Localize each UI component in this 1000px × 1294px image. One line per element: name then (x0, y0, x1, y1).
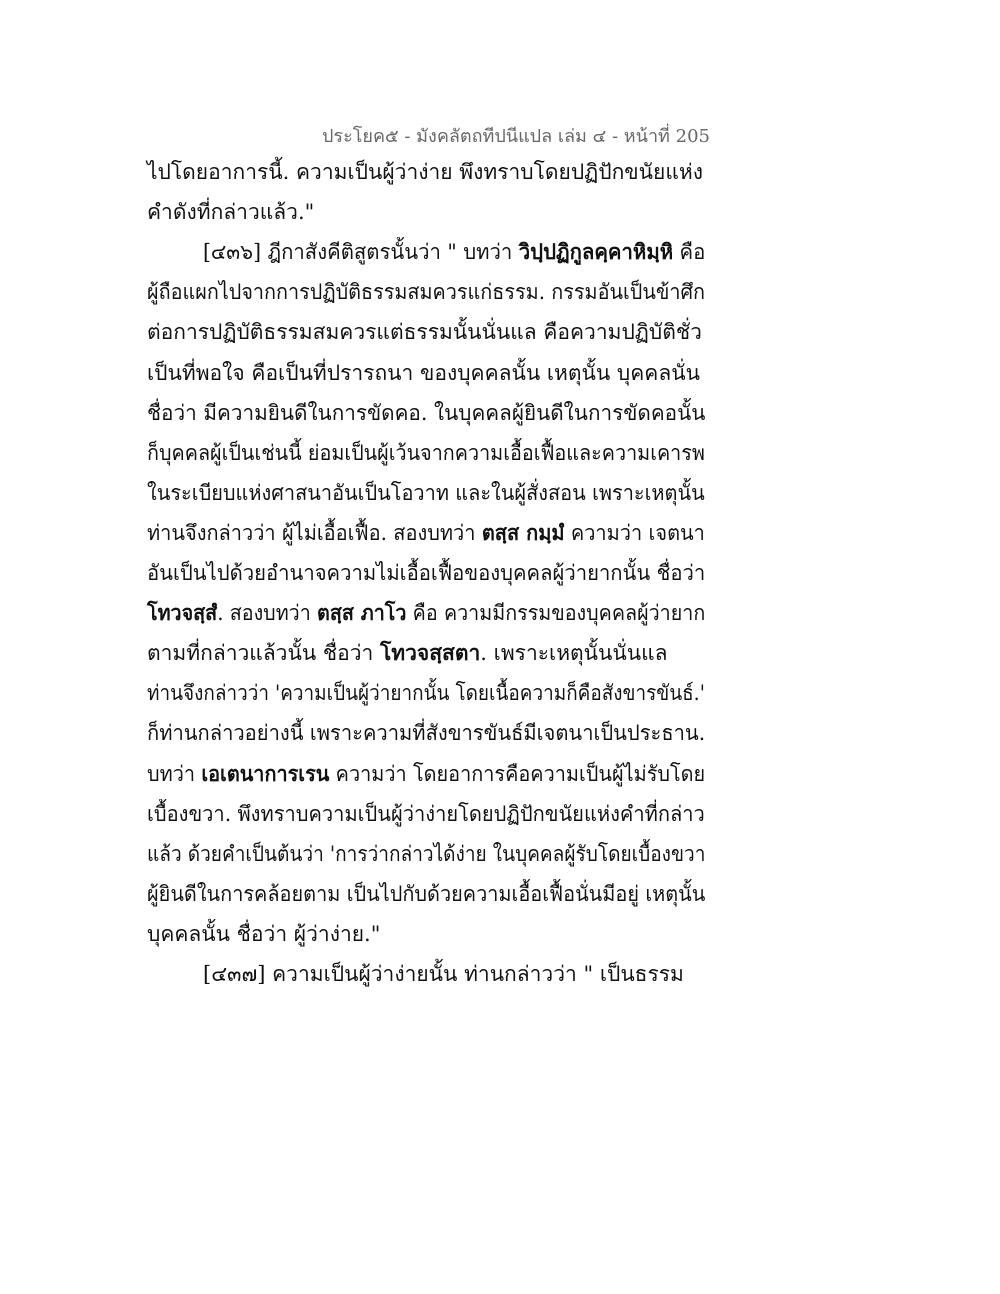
text-line (147, 439, 705, 467)
bold-term: โทวจสฺสํ (147, 600, 218, 625)
text-run: คือ ความมีกรรมของบุคคลผู้ว่ายาก (406, 601, 706, 625)
bold-term: โทวจสฺสตา (380, 640, 481, 665)
text-run: [๔๓๖] ฎีกาสังคีติสูตรนั้นว่า " บทว่า (203, 240, 519, 264)
text-line (147, 198, 314, 226)
text-line (147, 479, 705, 507)
text-run: ตามที่กล่าวแล้วนั้น ชื่อว่า (147, 641, 380, 665)
text-run: ท่านจึงกล่าวว่า ผู้ไม่เอื้อเฟื้อ. สองบทว่า (147, 521, 482, 545)
text-run: บทว่า (147, 762, 202, 786)
text-run: ผู้ยินดีในการคล้อยตาม เป็นไปกับด้วยความเอื้อเฟื้อนั่นมีอยู่ เหตุนั้น (147, 882, 706, 906)
text-run: คำดังที่กล่าวแล้ว." (147, 200, 315, 224)
text-line (147, 559, 705, 587)
text-run: ต่อการปฏิบัติธรรมสมควรแต่ธรรมนั้นนั่นแล คือความปฏิบัติชั่ว (147, 320, 702, 344)
text-line (147, 359, 700, 387)
text-run: [๔๓๗] ความเป็นผู้ว่าง่ายนั้น ท่านกล่าวว่า " เป็นธรรม (203, 962, 684, 986)
text-run: ไปโดยอาการนี้. ความเป็นผู้ว่าง่าย พึงทราบโดยปฏิปักขนัยแห่ง (147, 160, 703, 184)
text-run: แล้ว ด้วยคำเป็นต้นว่า 'การว่ากล่าวได้ง่าย ในบุคคลผู้รับโดยเบื้องขวา (147, 842, 706, 866)
text-run: อันเป็นไปด้วยอำนาจความไม่เอื้อเฟื้อของบุคคลผู้ว่ายากนั้น ชื่อว่า (147, 561, 706, 585)
text-line (147, 599, 705, 627)
text-line (147, 719, 705, 747)
text-line (147, 760, 705, 788)
text-run: . สองบทว่า (217, 601, 318, 625)
bold-term: ตสฺส กมฺมํ (481, 520, 565, 545)
text-run: ผู้ถือแผกไปจากการปฏิบัติธรรมสมควรแก่ธรรม. กรรมอันเป็นข้าศึก (147, 280, 706, 304)
text-run: เป็นที่พอใจ คือเป็นที่ปรารถนา ของบุคคลนั้น เหตุนั้น บุคคลนั่น (147, 361, 700, 385)
text-line (147, 880, 705, 908)
text-line (147, 800, 705, 828)
text-run: . เพราะเหตุนั้นนั่นแล (480, 641, 668, 665)
text-line (147, 920, 380, 948)
text-line (147, 840, 705, 868)
text-run: ก็บุคคลผู้เป็นเช่นนี้ ย่อมเป็นผู้เว้นจากความเอื้อเฟื้อและความเคารพ (147, 441, 705, 465)
bold-term: วิปฺปฏิกูลคฺคาหิมฺหิ (518, 239, 674, 264)
bold-term: เอเตนาการเรน (201, 761, 330, 786)
text-run: ท่านจึงกล่าวว่า 'ความเป็นผู้ว่ายากนั้น โดยเนื้อความก็คือสังขารขันธ์.' (147, 681, 705, 705)
text-line (147, 318, 702, 346)
text-line (147, 639, 668, 667)
text-run: เบื้องขวา. พึงทราบความเป็นผู้ว่าง่ายโดยปฏิปักขนัยแห่งคำที่กล่าว (147, 802, 705, 826)
text-run: ก็ท่านกล่าวอย่างนี้ เพราะความที่สังขารขันธ์มีเจตนาเป็นประธาน. (147, 721, 706, 745)
text-line (147, 679, 705, 707)
text-line (147, 278, 705, 306)
text-line (203, 238, 705, 266)
text-line (147, 158, 703, 186)
text-run: ความว่า โดยอาการคือความเป็นผู้ไม่รับโดย (329, 762, 706, 786)
text-run: ในระเบียบแห่งศาสนาอันเป็นโอวาท และในผู้สั่งสอน เพราะเหตุนั้น (147, 481, 705, 505)
text-line (203, 960, 684, 988)
running-header: ประโยค๕ - มังคลัตถทีปนีแปล เล่ม ๔ - หน้าที่ 205 (322, 126, 710, 147)
text-run: คือ (673, 240, 706, 264)
text-line (147, 519, 705, 547)
text-run: บุคคลนั้น ชื่อว่า ผู้ว่าง่าย." (147, 922, 381, 946)
text-line (147, 399, 705, 427)
text-run: ความว่า เจตนา (564, 521, 705, 545)
text-run: ชื่อว่า มีความยินดีในการขัดคอ. ในบุคคลผู้ยินดีในการขัดคอนั้น (147, 401, 706, 425)
bold-term: ตสฺส ภาโว (317, 600, 407, 625)
